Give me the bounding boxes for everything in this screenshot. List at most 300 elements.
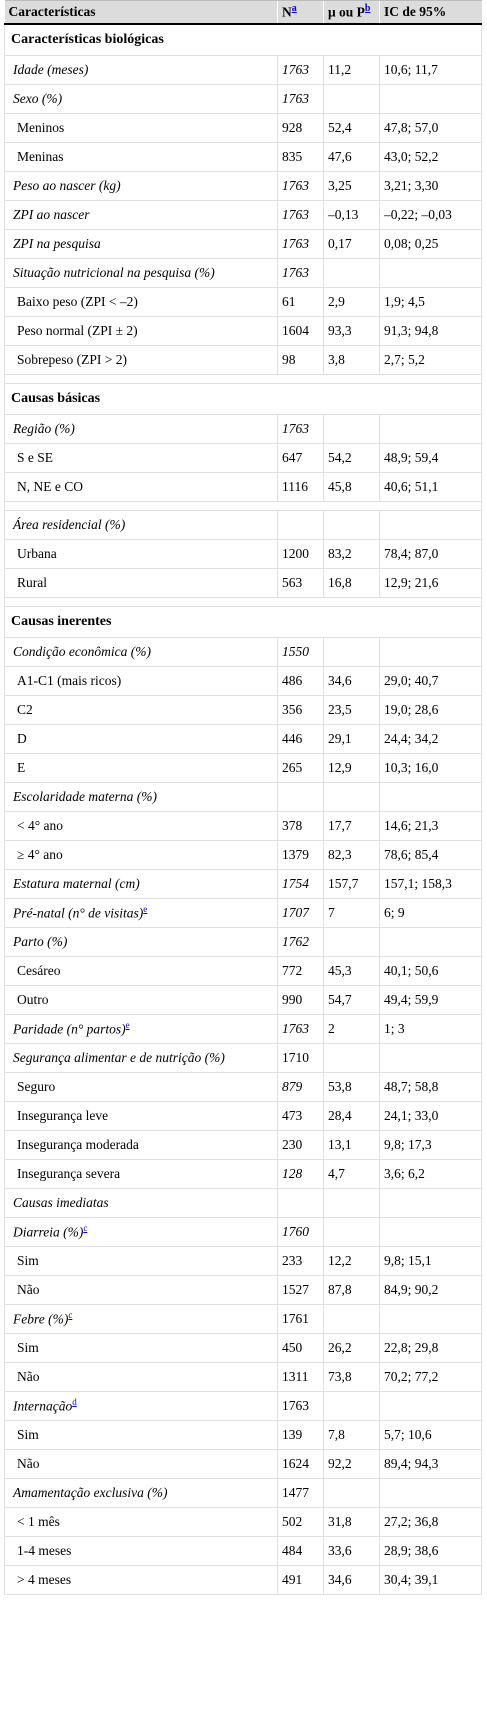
ci-cell: 22,8; 29,8	[380, 1334, 482, 1363]
ci-cell: 0,08; 0,25	[380, 230, 482, 259]
table-row	[5, 812, 482, 841]
row-label-text: Internação	[13, 1398, 73, 1414]
category-row	[5, 1218, 482, 1247]
row-label	[5, 1218, 278, 1247]
row-label-text: Peso ao nascer (kg)	[13, 178, 121, 193]
ci-cell: 12,9; 21,6	[380, 569, 482, 598]
mean-cell: 28,4	[324, 1102, 380, 1131]
mean-cell: 0,17	[324, 230, 380, 259]
n-cell: 98	[278, 346, 324, 375]
category-row	[5, 1015, 482, 1044]
row-label-text: 1-4 meses	[17, 1543, 72, 1558]
ci-cell: 48,7; 58,8	[380, 1073, 482, 1102]
ci-cell: 49,4; 59,9	[380, 986, 482, 1015]
row-label-text: Febre (%)	[13, 1311, 69, 1327]
table-row	[5, 473, 482, 502]
row-label	[5, 1537, 278, 1566]
n-cell: 1707	[278, 899, 324, 928]
n-cell: 990	[278, 986, 324, 1015]
row-label	[5, 444, 278, 473]
mean-cell: 73,8	[324, 1363, 380, 1392]
row-label	[5, 638, 278, 667]
n-cell: 230	[278, 1131, 324, 1160]
row-label	[5, 415, 278, 444]
mean-cell: 4,7	[324, 1160, 380, 1189]
row-label-text: Seguro	[17, 1079, 56, 1094]
n-cell: 1763	[278, 201, 324, 230]
category-row	[5, 415, 482, 444]
category-row	[5, 1479, 482, 1508]
mean-cell: 3,8	[324, 346, 380, 375]
row-label	[5, 511, 278, 540]
mean-cell: 54,7	[324, 986, 380, 1015]
ci-cell	[380, 1305, 482, 1334]
n-cell: 1763	[278, 1392, 324, 1421]
mean-cell: 17,7	[324, 812, 380, 841]
n-cell: 1763	[278, 172, 324, 201]
row-label-text: Insegurança leve	[17, 1108, 109, 1123]
row-label	[5, 230, 278, 259]
row-label	[5, 56, 278, 85]
category-row	[5, 85, 482, 114]
row-label	[5, 986, 278, 1015]
mean-cell	[324, 85, 380, 114]
mean-cell: 93,3	[324, 317, 380, 346]
ci-cell	[380, 415, 482, 444]
ci-cell: –0,22; –0,03	[380, 201, 482, 230]
mean-cell	[324, 259, 380, 288]
mean-cell: –0,13	[324, 201, 380, 230]
ci-cell: 40,1; 50,6	[380, 957, 482, 986]
n-cell: 772	[278, 957, 324, 986]
mean-cell: 52,4	[324, 114, 380, 143]
mean-cell: 26,2	[324, 1334, 380, 1363]
n-cell: 502	[278, 1508, 324, 1537]
row-label	[5, 1479, 278, 1508]
mean-cell	[324, 1044, 380, 1073]
n-cell: 835	[278, 143, 324, 172]
row-label-text: Meninos	[17, 120, 65, 135]
footnote-link[interactable]: c	[83, 1223, 88, 1234]
row-label	[5, 172, 278, 201]
mean-cell: 31,8	[324, 1508, 380, 1537]
category-row	[5, 1044, 482, 1073]
mean-cell: 3,25	[324, 172, 380, 201]
n-cell: 1762	[278, 928, 324, 957]
ci-cell: 91,3; 94,8	[380, 317, 482, 346]
row-label-text: N, NE e CO	[17, 479, 83, 494]
category-row	[5, 783, 482, 812]
mean-cell	[324, 1392, 380, 1421]
mean-cell: 157,7	[324, 870, 380, 899]
row-label-text: ZPI na pesquisa	[13, 236, 101, 251]
row-label	[5, 812, 278, 841]
header-mean-or-p	[324, 1, 380, 25]
row-label	[5, 725, 278, 754]
section-header-row	[5, 24, 482, 56]
n-cell: 1761	[278, 1305, 324, 1334]
table-row	[5, 696, 482, 725]
row-label-text: Amamentação exclusiva (%)	[13, 1485, 168, 1500]
row-label	[5, 1566, 278, 1595]
ci-cell: 89,4; 94,3	[380, 1450, 482, 1479]
n-cell: 879	[278, 1073, 324, 1102]
category-row	[5, 1392, 482, 1421]
ci-cell: 24,1; 33,0	[380, 1102, 482, 1131]
row-label-text: > 4 meses	[17, 1572, 72, 1587]
section-header-row	[5, 384, 482, 415]
n-cell: 378	[278, 812, 324, 841]
row-label-text: Não	[17, 1456, 40, 1471]
mean-cell: 2	[324, 1015, 380, 1044]
row-label-text: ZPI ao nascer	[13, 207, 90, 222]
mean-cell	[324, 1218, 380, 1247]
table-row	[5, 841, 482, 870]
spacer-row	[5, 375, 482, 384]
row-label-text: Idade (meses)	[13, 62, 89, 77]
row-label-text: Baixo peso (ZPI < –2)	[17, 294, 138, 309]
row-label	[5, 1305, 278, 1334]
n-cell: 139	[278, 1421, 324, 1450]
n-cell: 1550	[278, 638, 324, 667]
row-label-text: Peso normal (ZPI ± 2)	[17, 323, 138, 338]
spacer-cell	[5, 502, 482, 511]
footnote-link[interactable]: d	[72, 1397, 77, 1408]
table-row	[5, 754, 482, 783]
n-cell: 1763	[278, 56, 324, 85]
row-label	[5, 143, 278, 172]
ci-cell	[380, 85, 482, 114]
row-label	[5, 1044, 278, 1073]
ci-cell	[380, 511, 482, 540]
n-cell: 1527	[278, 1276, 324, 1305]
ci-cell: 9,8; 17,3	[380, 1131, 482, 1160]
n-cell: 1754	[278, 870, 324, 899]
row-label	[5, 899, 278, 928]
row-label-text: Área residencial (%)	[13, 517, 126, 532]
table-row	[5, 317, 482, 346]
row-label	[5, 1015, 278, 1044]
n-cell: 233	[278, 1247, 324, 1276]
n-cell: 491	[278, 1566, 324, 1595]
row-label-text: Condição econômica (%)	[13, 644, 151, 659]
n-cell: 128	[278, 1160, 324, 1189]
ci-cell: 40,6; 51,1	[380, 473, 482, 502]
table-row	[5, 1247, 482, 1276]
row-label	[5, 346, 278, 375]
n-cell: 450	[278, 1334, 324, 1363]
footnote-link[interactable]: c	[68, 1310, 73, 1321]
ci-cell	[380, 928, 482, 957]
ci-cell: 1,9; 4,5	[380, 288, 482, 317]
ci-cell: 14,6; 21,3	[380, 812, 482, 841]
n-cell: 1763	[278, 259, 324, 288]
row-label-text: Causas imediatas	[13, 1195, 109, 1210]
n-cell: 1477	[278, 1479, 324, 1508]
ci-cell: 78,4; 87,0	[380, 540, 482, 569]
ci-cell	[380, 1479, 482, 1508]
section-title: Características biológicas	[5, 24, 482, 56]
section-header-row	[5, 607, 482, 638]
row-label	[5, 754, 278, 783]
ci-cell: 27,2; 36,8	[380, 1508, 482, 1537]
mean-cell: 23,5	[324, 696, 380, 725]
mean-cell: 87,8	[324, 1276, 380, 1305]
mean-cell: 45,8	[324, 473, 380, 502]
n-cell: 484	[278, 1537, 324, 1566]
mean-cell	[324, 783, 380, 812]
n-cell: 1763	[278, 230, 324, 259]
row-label	[5, 841, 278, 870]
row-label	[5, 85, 278, 114]
table-row	[5, 1102, 482, 1131]
table-row	[5, 986, 482, 1015]
table-row	[5, 1276, 482, 1305]
row-label-text: Não	[17, 1369, 40, 1384]
mean-cell: 54,2	[324, 444, 380, 473]
table-row	[5, 540, 482, 569]
mean-cell: 12,9	[324, 754, 380, 783]
header-row	[5, 1, 482, 25]
row-label-text: Sim	[17, 1253, 39, 1268]
ci-cell: 70,2; 77,2	[380, 1363, 482, 1392]
category-row	[5, 1189, 482, 1218]
category-row	[5, 259, 482, 288]
n-cell: 486	[278, 667, 324, 696]
row-label	[5, 1247, 278, 1276]
ci-cell: 1; 3	[380, 1015, 482, 1044]
table-row	[5, 1363, 482, 1392]
row-label-text: Pré-natal (n° de visitas)	[13, 905, 144, 921]
n-cell: 446	[278, 725, 324, 754]
table-body	[5, 24, 482, 1595]
ci-cell: 9,8; 15,1	[380, 1247, 482, 1276]
n-cell	[278, 783, 324, 812]
table-row	[5, 444, 482, 473]
row-label	[5, 696, 278, 725]
row-label-text: < 1 mês	[17, 1514, 60, 1529]
mean-cell: 92,2	[324, 1450, 380, 1479]
row-label-text: Sobrepeso (ZPI > 2)	[17, 352, 127, 367]
mean-cell: 7,8	[324, 1421, 380, 1450]
n-cell: 1311	[278, 1363, 324, 1392]
ci-cell: 6; 9	[380, 899, 482, 928]
row-label	[5, 1160, 278, 1189]
row-label-text: Paridade (n° partos)	[13, 1021, 126, 1037]
mean-cell: 29,1	[324, 725, 380, 754]
mean-cell: 34,6	[324, 1566, 380, 1595]
table-row	[5, 114, 482, 143]
row-label	[5, 1392, 278, 1421]
footnote-link[interactable]: e	[143, 904, 148, 915]
ci-cell: 29,0; 40,7	[380, 667, 482, 696]
ci-cell: 84,9; 90,2	[380, 1276, 482, 1305]
ci-cell	[380, 1218, 482, 1247]
mean-cell: 34,6	[324, 667, 380, 696]
header-ci	[380, 1, 482, 25]
n-cell: 1200	[278, 540, 324, 569]
n-cell: 1763	[278, 415, 324, 444]
ci-cell	[380, 1189, 482, 1218]
table-row	[5, 288, 482, 317]
row-label	[5, 114, 278, 143]
table-row	[5, 667, 482, 696]
table-row	[5, 346, 482, 375]
table-row	[5, 957, 482, 986]
mean-cell: 45,3	[324, 957, 380, 986]
row-label	[5, 1102, 278, 1131]
ci-cell: 30,4; 39,1	[380, 1566, 482, 1595]
header-n-label: N	[282, 4, 292, 20]
header-characteristics	[5, 1, 278, 25]
ci-cell: 19,0; 28,6	[380, 696, 482, 725]
row-label	[5, 569, 278, 598]
row-label	[5, 928, 278, 957]
row-label	[5, 1073, 278, 1102]
category-row	[5, 511, 482, 540]
row-label	[5, 540, 278, 569]
n-cell: 1763	[278, 1015, 324, 1044]
category-row	[5, 928, 482, 957]
row-label	[5, 317, 278, 346]
n-cell	[278, 1189, 324, 1218]
row-label-text: Região (%)	[13, 421, 75, 436]
row-label-text: Situação nutricional na pesquisa (%)	[13, 265, 215, 280]
header-n	[278, 1, 324, 25]
row-label-text: Não	[17, 1282, 40, 1297]
row-label-text: C2	[17, 702, 33, 717]
category-row	[5, 1305, 482, 1334]
row-label-text: < 4° ano	[17, 818, 64, 833]
n-cell: 1624	[278, 1450, 324, 1479]
section-title: Causas inerentes	[5, 607, 482, 638]
row-label-text: E	[17, 760, 26, 775]
row-label	[5, 1189, 278, 1218]
spacer-cell	[5, 598, 482, 607]
spacer-cell	[5, 375, 482, 384]
row-label-text: ≥ 4° ano	[17, 847, 63, 862]
row-label-text: Insegurança moderada	[17, 1137, 139, 1152]
table-row	[5, 725, 482, 754]
header-mean-label: μ ou P	[328, 4, 365, 20]
ci-cell: 24,4; 34,2	[380, 725, 482, 754]
row-label-text: Outro	[17, 992, 49, 1007]
mean-cell	[324, 1479, 380, 1508]
table-row	[5, 1421, 482, 1450]
row-label	[5, 1363, 278, 1392]
table-row	[5, 1334, 482, 1363]
characteristics-table	[4, 0, 482, 1595]
row-label-text: Insegurança severa	[17, 1166, 121, 1181]
n-cell: 563	[278, 569, 324, 598]
n-cell: 1710	[278, 1044, 324, 1073]
category-row	[5, 638, 482, 667]
mean-cell	[324, 1305, 380, 1334]
ci-cell: 3,6; 6,2	[380, 1160, 482, 1189]
ci-cell: 2,7; 5,2	[380, 346, 482, 375]
footnote-link[interactable]: e	[125, 1020, 130, 1031]
n-cell: 473	[278, 1102, 324, 1131]
ci-cell	[380, 638, 482, 667]
row-label	[5, 667, 278, 696]
row-label-text: Urbana	[17, 546, 57, 561]
ci-cell	[380, 1044, 482, 1073]
row-label	[5, 473, 278, 502]
row-label	[5, 1131, 278, 1160]
row-label	[5, 1334, 278, 1363]
table-row	[5, 143, 482, 172]
row-label-text: S e SE	[17, 450, 54, 465]
table-header	[5, 1, 482, 25]
row-label-text: Sexo (%)	[13, 91, 63, 106]
mean-cell	[324, 415, 380, 444]
table-row	[5, 1450, 482, 1479]
ci-cell	[380, 1392, 482, 1421]
category-row	[5, 230, 482, 259]
row-label-text: Escolaridade materna (%)	[13, 789, 157, 804]
section-title: Causas básicas	[5, 384, 482, 415]
n-cell: 265	[278, 754, 324, 783]
mean-cell: 7	[324, 899, 380, 928]
ci-cell: 48,9; 59,4	[380, 444, 482, 473]
mean-cell: 11,2	[324, 56, 380, 85]
n-cell: 1604	[278, 317, 324, 346]
row-label-text: Sim	[17, 1427, 39, 1442]
category-row	[5, 56, 482, 85]
footnote-link-b[interactable]: b	[364, 3, 371, 15]
ci-cell: 78,6; 85,4	[380, 841, 482, 870]
row-label-text: A1-C1 (mais ricos)	[17, 673, 122, 688]
row-label-text: Parto (%)	[13, 934, 68, 949]
row-label	[5, 1421, 278, 1450]
ci-cell: 28,9; 38,6	[380, 1537, 482, 1566]
mean-cell: 83,2	[324, 540, 380, 569]
mean-cell	[324, 928, 380, 957]
row-label-text: Diarreia (%)	[13, 1224, 84, 1240]
row-label	[5, 259, 278, 288]
ci-cell: 47,8; 57,0	[380, 114, 482, 143]
n-cell: 647	[278, 444, 324, 473]
category-row	[5, 870, 482, 899]
table-row	[5, 1131, 482, 1160]
ci-cell: 43,0; 52,2	[380, 143, 482, 172]
n-cell: 1116	[278, 473, 324, 502]
row-label	[5, 783, 278, 812]
row-label	[5, 1508, 278, 1537]
mean-cell: 82,3	[324, 841, 380, 870]
footnote-link-a[interactable]: a	[291, 3, 297, 15]
ci-cell	[380, 783, 482, 812]
row-label-text: Meninas	[17, 149, 64, 164]
mean-cell: 2,9	[324, 288, 380, 317]
row-label-text: Sim	[17, 1340, 39, 1355]
spacer-row	[5, 502, 482, 511]
table-row	[5, 1537, 482, 1566]
table-row	[5, 1566, 482, 1595]
table-row	[5, 569, 482, 598]
mean-cell: 47,6	[324, 143, 380, 172]
spacer-row	[5, 598, 482, 607]
n-cell: 928	[278, 114, 324, 143]
n-cell: 1379	[278, 841, 324, 870]
row-label	[5, 201, 278, 230]
row-label	[5, 1276, 278, 1305]
ci-cell: 5,7; 10,6	[380, 1421, 482, 1450]
mean-cell	[324, 511, 380, 540]
ci-cell: 10,6; 11,7	[380, 56, 482, 85]
category-row	[5, 172, 482, 201]
table-row	[5, 1508, 482, 1537]
